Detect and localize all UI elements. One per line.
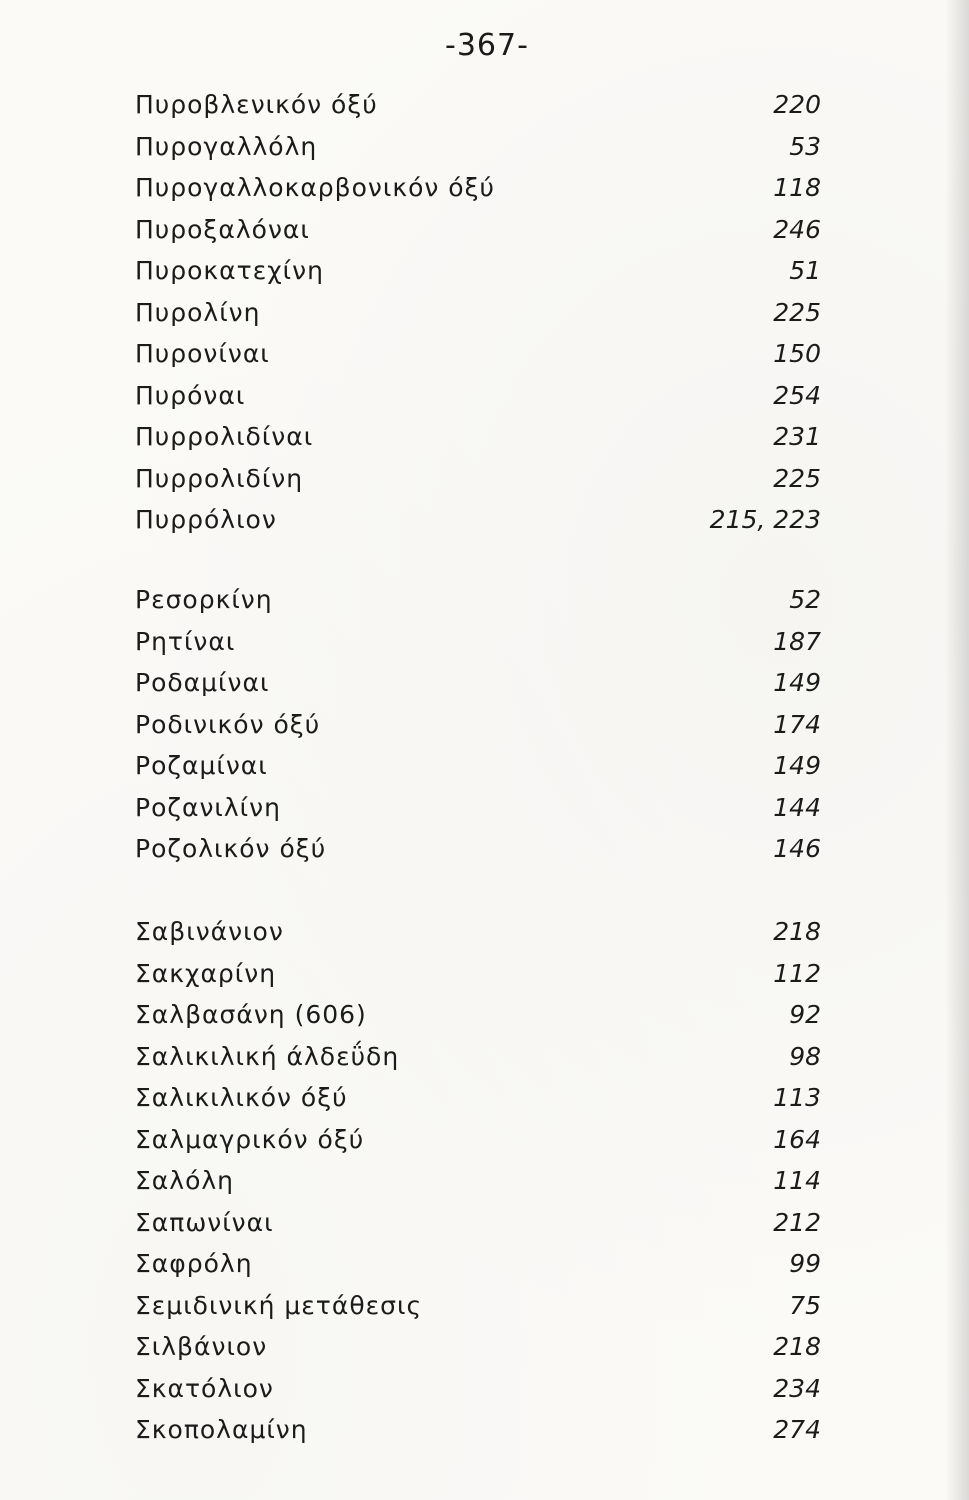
index-page-ref: 149 — [773, 668, 821, 697]
index-term: Ρητίναι — [135, 626, 236, 656]
index-term: Πυροξαλόναι — [135, 214, 310, 244]
index-term: Πυρρόλιον — [135, 505, 277, 534]
index-term: Πυρολίνη — [135, 297, 261, 327]
index-term: Σακχαρίνη — [135, 958, 277, 988]
index-term: Πυροκατεχίνη — [135, 256, 324, 285]
index-page-ref: 218 — [773, 917, 821, 946]
index-page-ref: 274 — [773, 1415, 821, 1444]
index-term: Σκοπολαμίνη — [135, 1415, 308, 1444]
index-page-ref: 150 — [773, 339, 821, 368]
index-entry — [0, 459, 969, 499]
index-term: Σαπωνίναι — [135, 1207, 274, 1237]
index-page-ref: 149 — [773, 751, 821, 780]
index-entry — [0, 1244, 969, 1284]
index-entry — [0, 663, 969, 703]
index-term: Πυρρολιδίναι — [135, 422, 314, 451]
index-term: Σαλμαγρικόν όξύ — [135, 1124, 365, 1154]
index-entry — [0, 127, 969, 167]
index-page-ref: 53 — [789, 131, 821, 161]
index-term: Ροδαμίναι — [135, 668, 270, 697]
index-page-ref: 187 — [773, 626, 821, 656]
index-term: Πυρογαλλόλη — [135, 131, 318, 161]
index-page-ref: 51 — [789, 256, 821, 285]
index-entry — [0, 85, 969, 125]
index-entry — [0, 622, 969, 662]
index-page-ref: 164 — [773, 1124, 821, 1154]
index-entry — [0, 580, 969, 620]
index-page-ref: 99 — [789, 1249, 821, 1278]
index-entry — [0, 1369, 969, 1409]
index-term: Σαλικιλική άλδεΰδη — [135, 1041, 400, 1071]
index-term: Σαφρόλη — [135, 1249, 253, 1278]
index-term: Ρεσορκίνη — [135, 585, 273, 614]
index-page-ref: 234 — [773, 1373, 821, 1403]
index-entry — [0, 746, 969, 786]
index-term: Πυρόναι — [135, 380, 246, 410]
index-term: Σιλβάνιον — [135, 1332, 268, 1361]
index-page-ref: 98 — [789, 1041, 821, 1071]
index-entry — [0, 912, 969, 952]
index-term: Ροζαμίναι — [135, 751, 268, 780]
index-term: Σεμιδινική μετάθεσις — [135, 1290, 423, 1320]
index-page-ref: 225 — [773, 463, 821, 493]
index-term: Σαλβασάνη (606) — [135, 1000, 367, 1029]
index-term: Σαλικιλικόν όξύ — [135, 1083, 348, 1112]
index-entry — [0, 500, 969, 540]
index-entry — [0, 251, 969, 291]
index-entry — [0, 829, 969, 869]
index-term: Σκατόλιον — [135, 1373, 274, 1403]
index-term: Ροδινικόν όξύ — [135, 709, 321, 739]
index-page-ref: 246 — [773, 214, 821, 244]
index-entry — [0, 995, 969, 1035]
index-page-ref: 144 — [773, 792, 821, 822]
index-page-ref: 220 — [773, 90, 821, 119]
index-entry — [0, 1078, 969, 1118]
index-entry — [0, 1410, 969, 1450]
index-entry — [0, 334, 969, 374]
index-page-ref: 215, 223 — [709, 505, 821, 534]
index-entry — [0, 1203, 969, 1243]
index-page-ref: 92 — [789, 1000, 821, 1029]
index-term: Ροζολικόν όξύ — [135, 834, 327, 863]
index-term: Σαβινάνιον — [135, 917, 284, 946]
page-number: -367- — [445, 28, 529, 63]
index-page-ref: 146 — [773, 834, 821, 863]
index-entry — [0, 376, 969, 416]
index-page-ref: 231 — [773, 422, 821, 451]
index-term: Πυρογαλλοκαρβονικόν όξύ — [135, 173, 495, 202]
index-page-ref: 225 — [773, 297, 821, 327]
index-page-ref: 52 — [789, 585, 821, 614]
index-page-ref: 113 — [773, 1083, 821, 1112]
index-entry — [0, 1327, 969, 1367]
index-term: Πυρονίναι — [135, 339, 270, 368]
index-page-ref: 212 — [773, 1207, 821, 1237]
index-term: Πυροβλενικόν όξύ — [135, 90, 378, 119]
index-page-ref: 254 — [773, 380, 821, 410]
index-entry — [0, 788, 969, 828]
index-page-ref: 174 — [773, 709, 821, 739]
index-entry — [0, 293, 969, 333]
index-entry — [0, 210, 969, 250]
index-entry — [0, 417, 969, 457]
index-entry — [0, 1037, 969, 1077]
index-entry — [0, 954, 969, 994]
index-term: Σαλόλη — [135, 1166, 235, 1195]
index-entry — [0, 1161, 969, 1201]
index-page-ref: 112 — [773, 958, 821, 988]
index-term: Ροζανιλίνη — [135, 792, 281, 822]
index-entry — [0, 168, 969, 208]
index-page-ref: 75 — [789, 1290, 821, 1320]
index-page-ref: 114 — [773, 1166, 821, 1195]
index-page-ref: 118 — [773, 173, 821, 202]
index-page-ref: 218 — [773, 1332, 821, 1361]
index-term: Πυρρολιδίνη — [135, 463, 304, 493]
index-entry — [0, 1286, 969, 1326]
index-entry — [0, 1120, 969, 1160]
index-entry — [0, 705, 969, 745]
